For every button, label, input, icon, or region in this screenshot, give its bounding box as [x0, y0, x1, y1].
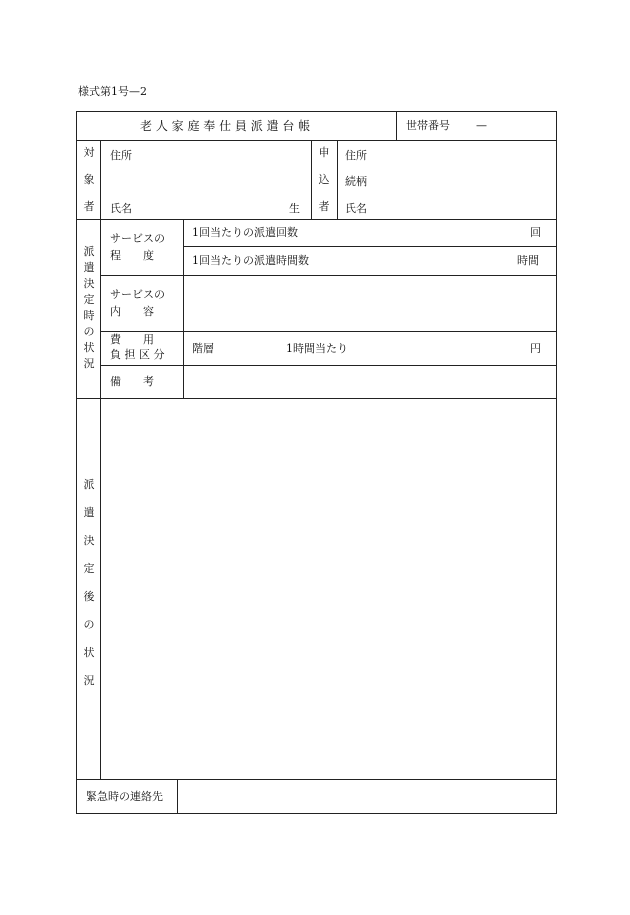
- rule: [76, 779, 557, 780]
- dispatch-decision-char: 決: [83, 277, 95, 290]
- service-level-label: 程 度: [110, 249, 154, 262]
- dispatch-decision-char: 定: [83, 293, 95, 306]
- rule: [100, 331, 557, 332]
- after-decision-char: 状: [83, 646, 95, 659]
- subject-name-label: 氏名: [110, 202, 132, 215]
- frequency-label: 1回当たりの派遣回数: [192, 226, 298, 239]
- dispatch-decision-char: 遣: [83, 261, 95, 274]
- subject-label-char: 象: [83, 173, 95, 186]
- hours-label: 1回当たりの派遣時間数: [192, 254, 309, 267]
- rule: [177, 779, 178, 813]
- dispatch-decision-char: 状: [83, 341, 95, 354]
- rule: [76, 111, 77, 814]
- service-content-label: サービスの: [110, 288, 165, 301]
- hours-unit: 時間: [517, 254, 539, 267]
- cost-label: 費 用: [110, 333, 154, 346]
- per-hour-label: 1時間当たり: [286, 342, 348, 355]
- after-decision-char: 決: [83, 534, 95, 547]
- rule: [76, 140, 557, 141]
- subject-label-char: 者: [83, 200, 95, 213]
- service-content-label: 内 容: [110, 305, 154, 318]
- frequency-unit: 回: [530, 226, 541, 239]
- after-decision-label: [82, 478, 96, 688]
- applicant-label: [317, 146, 331, 214]
- after-decision-char: 定: [83, 562, 95, 575]
- applicant-address-label: 住所: [345, 149, 367, 162]
- after-decision-char: 後: [83, 590, 95, 603]
- dispatch-decision-char: 派: [83, 245, 95, 258]
- rule: [556, 111, 557, 814]
- rule: [311, 140, 312, 219]
- rule: [396, 111, 397, 140]
- dispatch-decision-label: [82, 245, 96, 371]
- subject-label-char: 対: [83, 146, 95, 159]
- applicant-label-char: 申: [318, 146, 330, 159]
- after-decision-char: の: [83, 618, 95, 631]
- dispatch-decision-char: 時: [83, 309, 95, 322]
- form-title: 老 人 家 庭 奉 仕 員 派 遣 台 帳: [140, 119, 311, 133]
- applicant-name-label: 氏名: [345, 202, 367, 215]
- rule: [100, 140, 101, 779]
- remarks-label: 備 考: [110, 375, 154, 388]
- rule: [183, 219, 184, 398]
- bracket-label: 階層: [192, 342, 214, 355]
- applicant-label-char: 者: [318, 200, 330, 213]
- rule: [76, 398, 557, 399]
- household-number-label: 世帯番号: [406, 119, 450, 132]
- rule: [76, 111, 557, 112]
- subject-address-label: 住所: [110, 149, 132, 162]
- yen-unit: 円: [530, 342, 541, 355]
- subject-birth-suffix: 生: [289, 202, 300, 215]
- applicant-label-char: 込: [318, 173, 330, 186]
- rule: [76, 813, 557, 814]
- household-number-value: —: [476, 119, 487, 132]
- applicant-relation-label: 続柄: [345, 175, 367, 188]
- after-decision-char: 況: [83, 674, 95, 687]
- rule: [183, 246, 557, 247]
- rule: [337, 140, 338, 219]
- rule: [100, 275, 557, 276]
- cost-label: 負 担 区 分: [110, 348, 165, 361]
- rule: [100, 365, 557, 366]
- after-decision-char: 遣: [83, 506, 95, 519]
- rule: [76, 219, 557, 220]
- dispatch-decision-char: の: [83, 325, 95, 338]
- subject-label: [82, 146, 96, 214]
- dispatch-decision-char: 況: [83, 357, 95, 370]
- form-number: 様式第1号—2: [78, 85, 147, 98]
- emergency-contact-label: 緊急時の連絡先: [86, 790, 163, 803]
- after-decision-char: 派: [83, 478, 95, 491]
- service-level-label: サービスの: [110, 232, 165, 245]
